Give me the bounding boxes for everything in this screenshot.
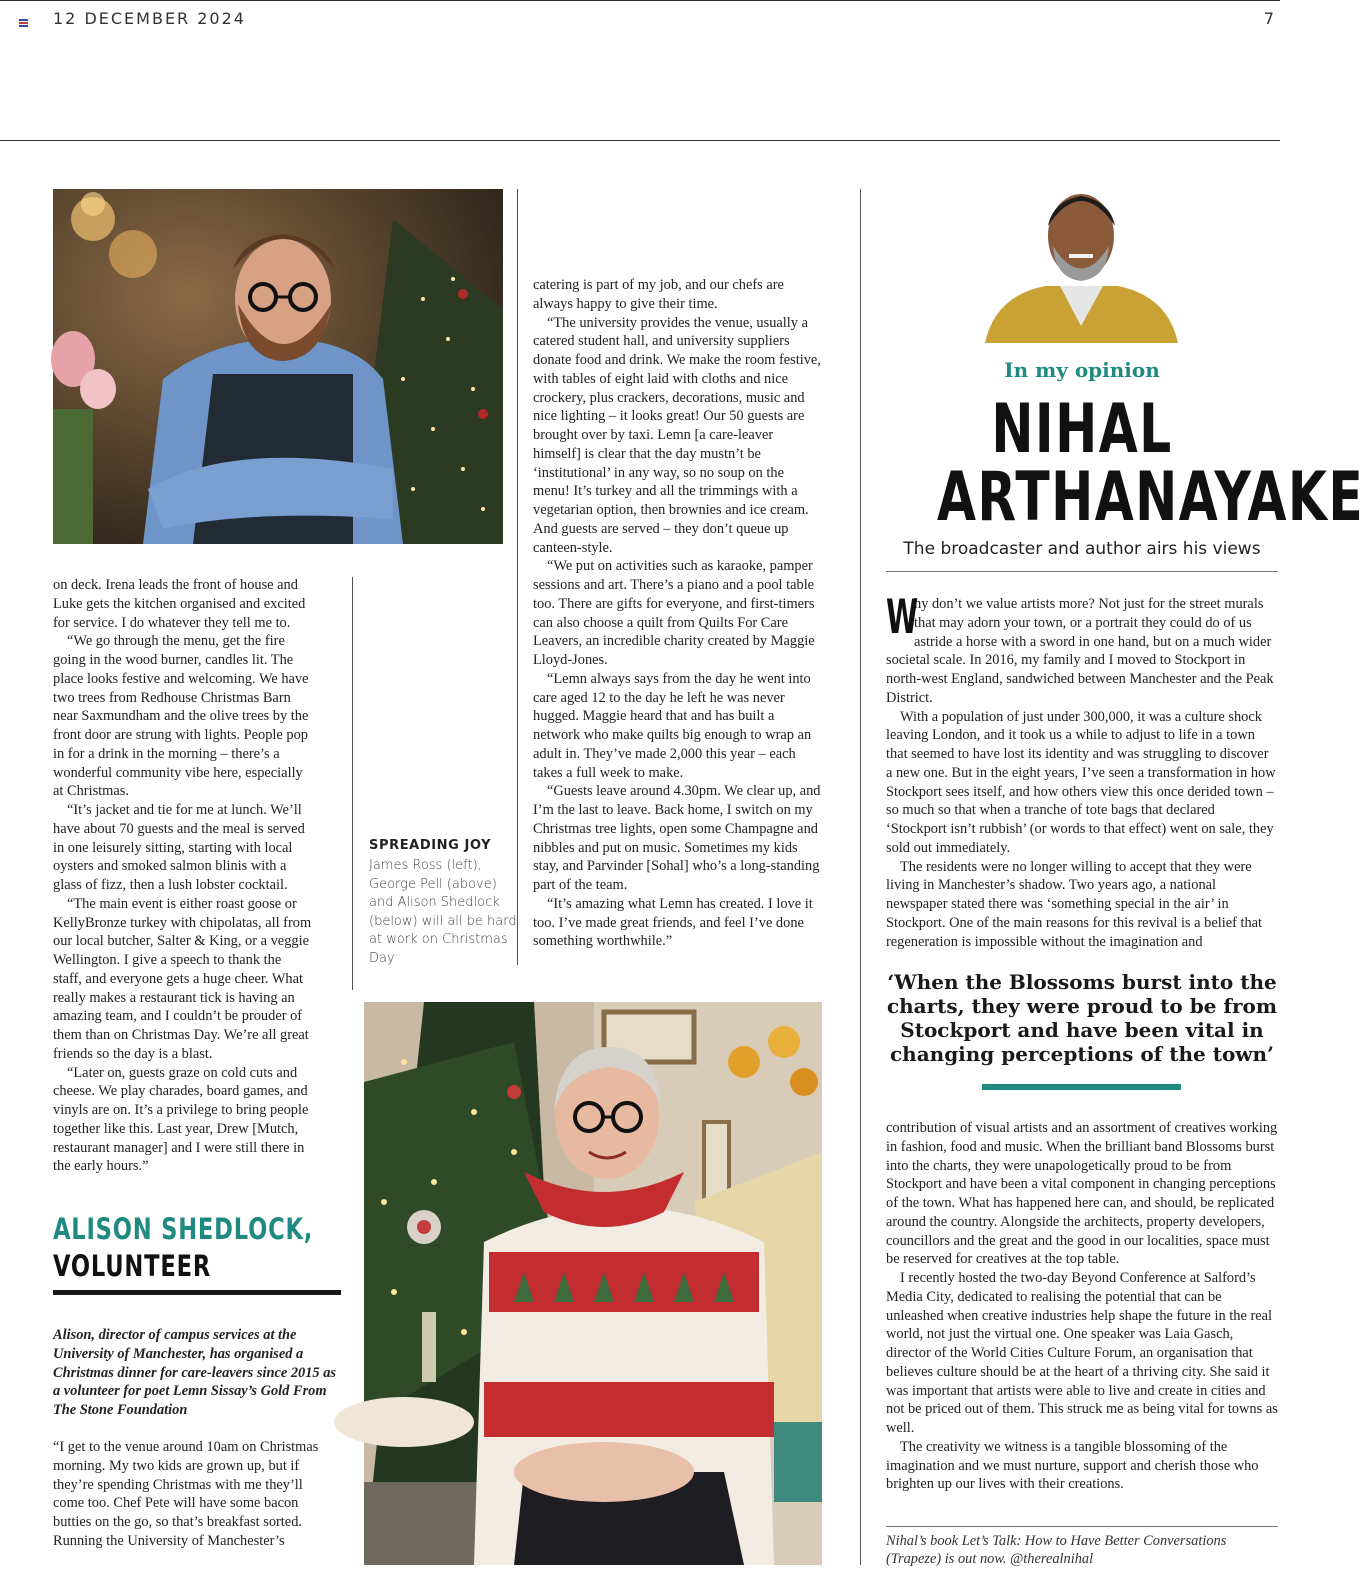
photo-nihal xyxy=(985,186,1178,343)
paragraph: “The university provides the venue, usually a catered student hall, and university suppliers donate food and drink. We make the room festive, with tables of eight laid with cloths and nice crockery, plus crackers, decorations, music and nice lighting – it looks great! Our 50 guests are brought over by taxi. Lemn [a care-leaver himself] is clear that the day mustn’t be ‘institutional’ in any way, so no soup on the menu! It’s turkey and all the trimmings with a vegetarian option, then brownies and ice cream. And guests are served – they don’t queue up canteen-style. xyxy=(533,314,821,556)
pull-quote-bar xyxy=(982,1084,1181,1090)
section-marker-icon xyxy=(19,19,28,26)
paragraph: “I get to the venue around 10am on Christmas morning. My two kids are grown up, but if they’re spending Christmas with me they’ll come too. Chef Pete will have some bacon butties on the go, so that’s breakfast sorted. Running the University of Manchester’s xyxy=(53,1439,319,1549)
paragraph: “We put on activities such as karaoke, pamper sessions and art. There’s a piano and a pool table too. There are gifts for everyone, and first-timers can also choose a quilt from Quilts For Care Leavers, an incredible charity created by Maggie Lloyd-Jones. xyxy=(533,558,815,668)
paragraph: I recently hosted the two-day Beyond Conference at Salford’s Media City, dedicated to realising the potential that can be unleashed when creative industries help shape the future in the real world, not just the virtual one. One speaker was Laia Gasch, director of the World Cities Culture Forum, an organisation that believes culture should be at the heart of a thriving city. She said it was important that artists were able to live and create in cities and not be priced out of them. This struck me as being vital for towns as well. xyxy=(886,1270,1278,1436)
paragraph: “It’s amazing what Lemn has created. I love it too. I’ve made great friends, and feel I’ve done something worthwhile.” xyxy=(533,895,813,950)
profile-intro: Alison, director of campus services at the University of Manchester, has organised a Christmas dinner for care-leavers since 2015 as a volunteer for poet Lemn Sissay’s Gold From The Stone Foundation xyxy=(53,1327,337,1418)
pull-quote: ‘When the Blossoms burst into the charts, they were proud to be from Stockport and have been vital in changing perceptions of the town’ xyxy=(886,970,1278,1066)
profile-name: ALISON SHEDLOCK, xyxy=(53,1212,314,1246)
left-column-text xyxy=(53,576,313,1176)
standfirst: The broadcaster and author airs his views xyxy=(903,539,1261,559)
paragraph: contribution of visual artists and an assortment of creatives working in fashion, food and music. When the brilliant band Blossoms burst into the charts, they were unapologetically proud to be from Stockport and have been a vital component in changing perceptions of the town. What has happened here can, and should, be replicated around the country. Alongside the architects, property developers, councillors and the great and the good in our localities, space must be reserved for creatives at the top table. xyxy=(886,1120,1278,1268)
column-rule xyxy=(860,189,861,1565)
paragraph: “Lemn always says from the day he went into care aged 12 to the day he left he was never hugged. Maggie heard that and has built a network who make quilts big enough to wrap an adult in. They’ve made 2,000 this year – each takes a full week to make. xyxy=(533,670,812,781)
photo-chef xyxy=(53,189,503,544)
photo-caption xyxy=(369,838,519,968)
caption-text: James Ross (left), George Pell (above) and Alison Shedlock (below) will all be hard at work on Christmas Day xyxy=(369,858,517,966)
profile-body xyxy=(53,1438,323,1551)
book-footnote: Nihal’s book Let’s Talk: How to Have Better Conversations (Trapeze) is out now. @therealnihal xyxy=(886,1533,1227,1567)
profile-rule xyxy=(53,1290,341,1295)
paragraph: catering is part of my job, and our chefs are always happy to give their time. xyxy=(533,277,784,312)
paragraph: on deck. Irena leads the front of house and Luke gets the kitchen organised and excited for service. I do whatever they tell me to. xyxy=(53,577,306,631)
opinion-text xyxy=(886,590,1278,951)
columnist-surname: ARTHANAYAKE xyxy=(936,458,1364,537)
photo-alison xyxy=(364,1002,822,1565)
column-rule xyxy=(352,577,353,990)
caption-heading: SPREADING JOY xyxy=(369,838,492,853)
columnist-first-name: NIHAL xyxy=(991,390,1173,469)
header-rule xyxy=(0,140,1280,141)
paragraph: The creativity we witness is a tangible blossoming of the imagination and we must nurture, support and cherish those who brighten up our lives with their creations. xyxy=(886,1438,1259,1493)
first-paragraph: hy don’t we value artists more? Not just for the street murals that may adorn your town, or a portrait they could do of us astride a horse with a sword in one hand, but on a much wider societal scale. In 2016, my family and I moved to Stockport in north-west England, sandwiched between Manchester and the Peak District. xyxy=(886,596,1274,706)
paragraph: “It’s jacket and tie for me at lunch. We’ll have about 70 guests and the meal is served in one leisurely sitting, starting with local oysters and smoked salmon blinis with a glass of fizz, then a lush lobster cocktail. xyxy=(53,802,305,893)
dropcap: W xyxy=(886,590,919,645)
profile-role: VOLUNTEER xyxy=(53,1249,212,1283)
paragraph xyxy=(886,590,1278,708)
issue-date: 12 DECEMBER 2024 xyxy=(53,9,246,28)
standfirst-rule xyxy=(886,571,1278,572)
footnote-rule xyxy=(886,1526,1278,1527)
middle-column-text xyxy=(533,276,823,951)
paragraph: The residents were no longer willing to accept that they were living in Manchester’s shadow. Two years ago, a national newspaper stated there was ‘something special in the air’ in Stockport. One of the main reasons for this revival is a belief that regeneration is impossible without the imagination and xyxy=(886,858,1263,950)
paragraph: “Guests leave around 4.30pm. We clear up, and I’m the last to leave. Back home, I switch on my Christmas tree lights, open some Champagne and nibbles and put on music. Sometimes my kids stay, and Parvinder [Sohal] who’s a long-standing part of the team. xyxy=(533,783,821,893)
opinion-text-continued xyxy=(886,1119,1278,1494)
paragraph: “The main event is either roast goose or KellyBronze turkey with chipolatas, all from our local butcher, Salter & King, or a veggie Wellington. I give a speech to thank the staff, and everyone gets a huge cheer. What really makes a restaurant tick is having an amazing team, and I couldn’t be prouder of them than on Christmas Day. We’re all great friends so the day is a blast. xyxy=(53,895,312,1062)
paragraph: “We go through the menu, get the fire going in the wood burner, candles lit. The place looks festive and welcoming. We have two trees from Redhouse Christmas Barn near Saxmundham and the olive trees by the front door are strung with lights. People pop in for a drink in the morning – there’s a wonderful community vibe here, especially at Christmas. xyxy=(53,633,309,800)
paragraph: With a population of just under 300,000, it was a culture shock leaving London, and it took us a while to adjust to life in a town that seemed to have lost its identity and was struggling to discover a new one. But in the eight years, I’ve seen a transformation in how Stockport sees itself, and how others view this once derided town – so much so that when a tranche of tote bags that declared ‘Stockport isn’t rubbish’ (or words to that effect) went on sale, they sold out immediately. xyxy=(886,708,1276,856)
paragraph: “Later on, guests graze on cold cuts and cheese. We play charades, board games, and vinyls are on. It’s a privilege to bring people together like this. Last year, Drew [Mutch, restaurant manager] and I were still there in the early hours.” xyxy=(53,1064,309,1175)
page-number: 7 xyxy=(1263,9,1274,28)
top-rule xyxy=(0,0,1280,1)
opinion-kicker: In my opinion xyxy=(1004,358,1160,382)
